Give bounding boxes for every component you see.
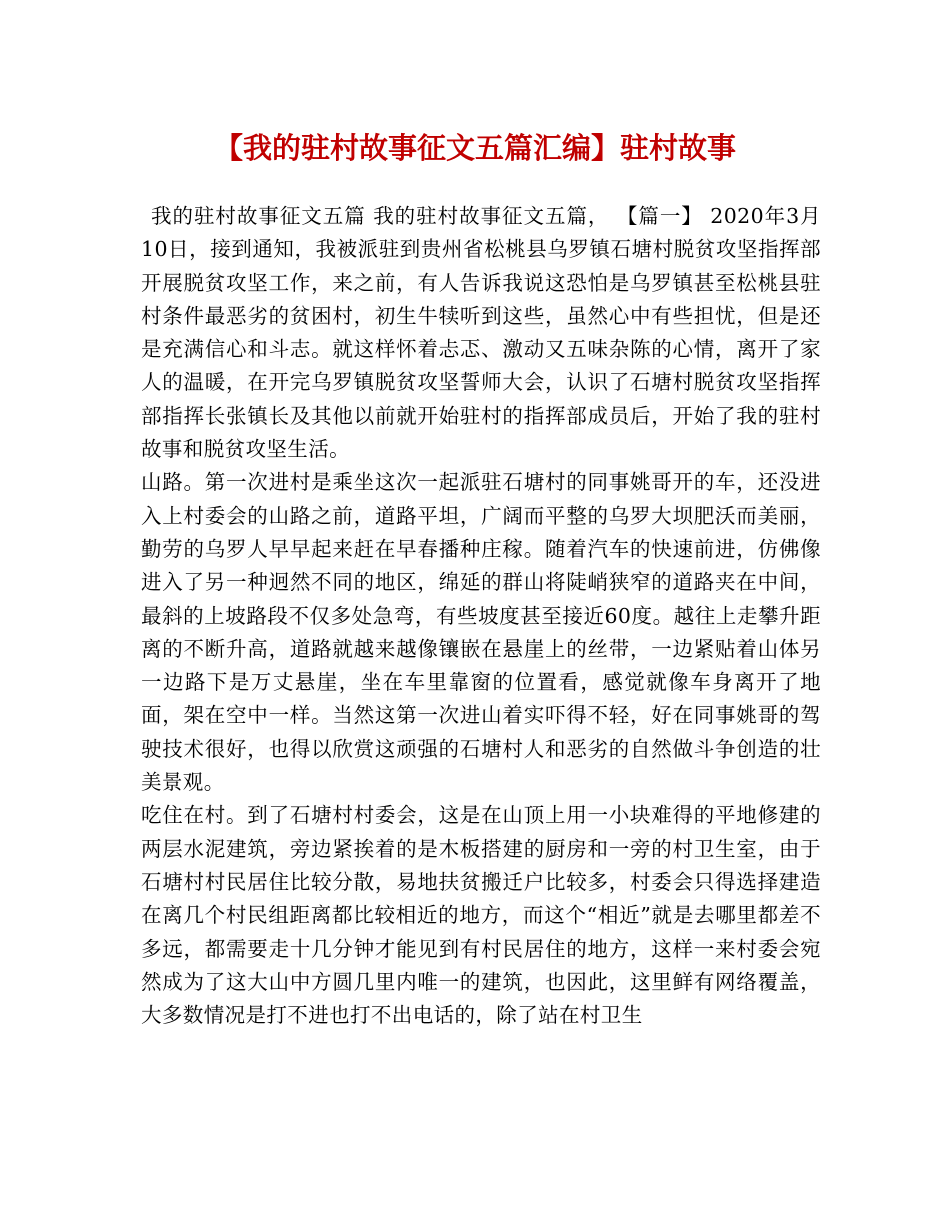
paragraph-intro: 我的驻村故事征文五篇 我的驻村故事征文五篇， 【篇一】 2020年3月10日，接到通知，我被派驻到贵州省松桃县乌罗镇石塘村脱贫攻坚指挥部开展脱贫攻坚工作，来之前，有人告诉我说这恐怕是乌罗镇甚至松桃县驻村条件最恶劣的贫困村，初生牛犊听到这些，虽然心中有些担忧，但是还是充满信心和斗志。就这样怀着忐忑、激动又五味杂陈的心情，离开了家人的温暖，在开完乌罗镇脱贫攻坚誓师大会，认识了石塘村脱贫攻坚指挥部指挥长张镇长及其他以前就开始驻村的指挥部成员后，开始了我的驻村故事和脱贫攻坚生活。 (141, 204, 821, 462)
document-body (141, 200, 821, 1032)
document-title: 【我的驻村故事征文五篇汇编】驻村故事 (213, 131, 736, 165)
paragraph-mountain-road: 山路。第一次进村是乘坐这次一起派驻石塘村的同事姚哥开的车，还没进入上村委会的山路之前，道路平坦，广阔而平整的乌罗大坝肥沃而美丽，勤劳的乌罗人早早起来赶在早春播种庄稼。随着汽车的快速前进，仿佛像进入了另一种迥然不同的地区，绵延的群山将陡峭狭窄的道路夹在中间，最斜的上坡路段不仅多处急弯，有些坡度甚至接近60度。越往上走攀升距离的不断升高，道路就越来越像镶嵌在悬崖上的丝带，一边紧贴着山体另一边路下是万丈悬崖，坐在车里靠窗的位置看，感觉就像车身离开了地面，架在空中一样。当然这第一次进山着实吓得不轻，好在同事姚哥的驾驶技术很好，也得以欣赏这顽强的石塘村人和恶劣的自然做斗争创造的壮美景观。 (141, 470, 821, 795)
paragraph-living-in-village: 吃住在村。到了石塘村村委会，这是在山顶上用一小块难得的平地修建的两层水泥建筑，旁边紧挨着的是木板搭建的厨房和一旁的村卫生室，由于石塘村村民居住比较分散，易地扶贫搬迁户比较多，村委会只得选择建造在离几个村民组距离都比较相近的地方，而这个“相近”就是去哪里都差不多远，都需要走十几分钟才能见到有村民居住的地方，这样一来村委会宛然成为了这大山中方圆几里内唯一的建筑，也因此，这里鲜有网络覆盖，大多数情况是打不进也打不出电话的，除了站在村卫生 (141, 803, 821, 1028)
